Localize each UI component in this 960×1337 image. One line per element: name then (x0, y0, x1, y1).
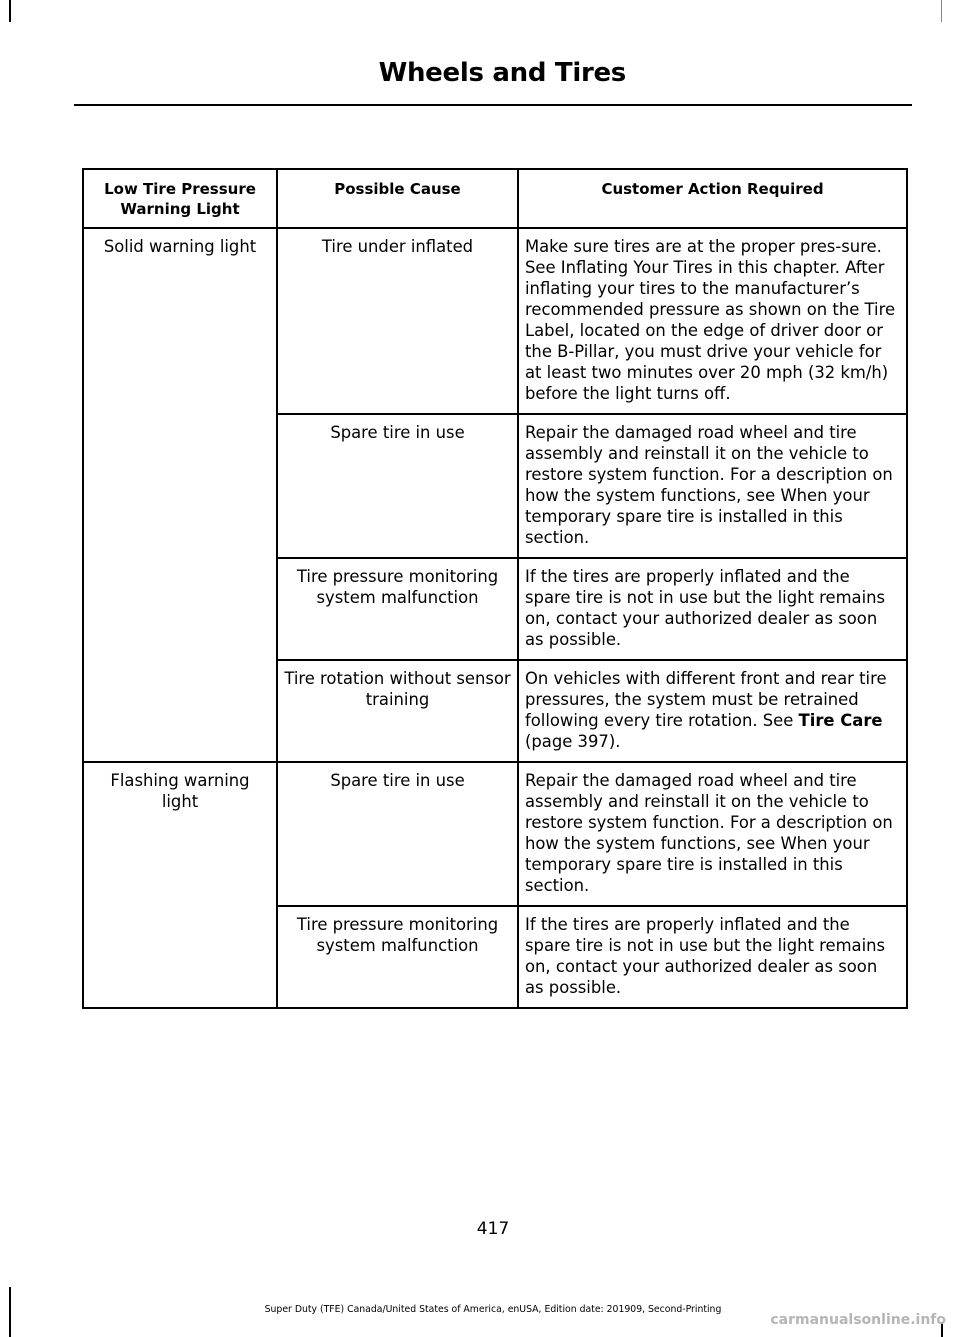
table-row (83, 762, 907, 906)
action-text-prefix: On vehicles with different front and rear tire pressures, the system must be retrained following every tire rotation. See (525, 669, 887, 730)
column-header-possible-cause: Possible Cause (277, 169, 518, 228)
footer-edition-info: Super Duty (TFE) Canada/United States of America, enUSA, Edition date: 201909, Second-Printing (264, 1304, 722, 1315)
customer-action: Make sure tires are at the proper pres-sure. See Inflating Your Tires in this chapter. After inflating your tires to the manufacturer’s recommended pressure as shown on the Tire Label, located on the edge of driver door or the B-Pillar, you must drive your vehicle for at least two minutes over 20 mph (32 km/h) before the light turns off. (518, 228, 907, 414)
crop-mark-top-left (9, 0, 11, 22)
action-text-suffix: (page 397). (525, 732, 621, 751)
possible-cause: Tire pressure monitoring system malfunction (277, 558, 518, 660)
tpms-warning-table (82, 168, 908, 1009)
page-number: 417 (476, 1219, 510, 1239)
column-header-customer-action: Customer Action Required (518, 169, 907, 228)
page-title: Wheels and Tires (378, 58, 626, 88)
column-header-warning-light: Low Tire Pressure Warning Light (83, 169, 277, 228)
tire-care-link[interactable]: Tire Care (798, 711, 883, 730)
possible-cause: Tire rotation without sensor training (277, 660, 518, 762)
crop-mark-top-right (941, 0, 942, 22)
table-header-row (83, 169, 907, 228)
customer-action: If the tires are properly inflated and the spare tire is not in use but the light remains on, contact your authorized dealer as soon as possible. (518, 906, 907, 1008)
possible-cause: Tire pressure monitoring system malfunction (277, 906, 518, 1008)
table-row (83, 228, 907, 414)
watermark: carmanualsonline.info (770, 1312, 946, 1328)
title-divider (74, 104, 912, 106)
customer-action (518, 660, 907, 762)
customer-action: If the tires are properly inflated and the spare tire is not in use but the light remains on, contact your authorized dealer as soon as possible. (518, 558, 907, 660)
customer-action: Repair the damaged road wheel and tire assembly and reinstall it on the vehicle to restore system function. For a description on how the system functions, see When your temporary spare tire is installed in this section. (518, 414, 907, 558)
possible-cause: Tire under inflated (277, 228, 518, 414)
possible-cause: Spare tire in use (277, 762, 518, 906)
customer-action: Repair the damaged road wheel and tire assembly and reinstall it on the vehicle to restore system function. For a description on how the system functions, see When your temporary spare tire is installed in this section. (518, 762, 907, 906)
warning-light-solid: Solid warning light (83, 228, 277, 762)
warning-light-flashing: Flashing warning light (83, 762, 277, 1008)
possible-cause: Spare tire in use (277, 414, 518, 558)
